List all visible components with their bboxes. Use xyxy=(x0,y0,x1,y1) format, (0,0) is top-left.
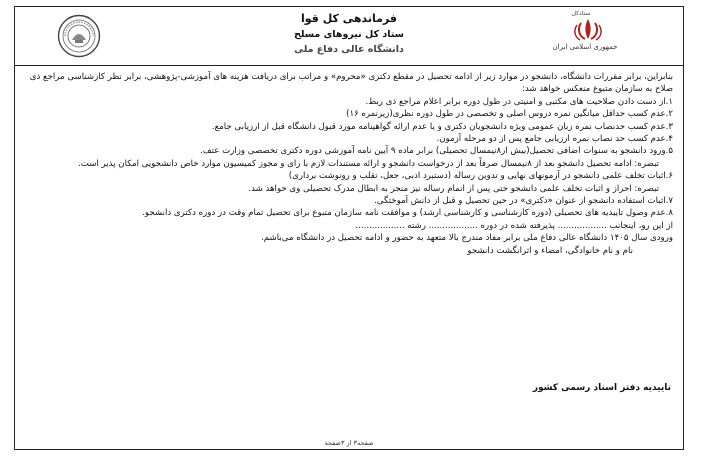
condition-item: ۵.ورود دانشجو به سنوات اضافی تحصیل(بیش از۸نیمسال تحصیلی) برابر ماده ۹ آیین نامه آموزشی دوره دکتری تخصصی وزارت عتف. xyxy=(200,146,673,157)
letterhead xyxy=(15,7,683,66)
condition-item: ۶.اثبات تخلف علمی دانشجو در آزمونهای نهایی و تدوین رساله (دستبرد ادبی، جعل، تقلب و رونوشت برداری) xyxy=(288,171,673,182)
condition-item: ۱.از دست دادن صلاحیت های مکتبی و امنیتی در طول دوره برابر اعلام مراجع ذی ربط. xyxy=(365,96,673,107)
header-subtitle: ستاد کل نیروهای مسلح xyxy=(294,29,404,40)
header-title: فرماندهی کل قوا xyxy=(301,12,397,25)
emblem-caption-top: ستادکل xyxy=(571,10,591,17)
intro-paragraph: بنابراین، برابر مقررات دانشگاه، دانشجو در موارد زیر از ادامه تحصیل در مقطع دکتری «محروم» و مراتب برای دریافت هزینه های آموزشی-پژوهشی، برابر نظر کارشناسی مراجع ذی صلاح به سازمان متبوع منعکس خواهد شد: xyxy=(29,72,673,95)
note-item: تبصره: احراز و اثبات تخلف علمی دانشجو حتی پس از اتمام رساله نیز منجر به ابطال مدرک تحصیلی وی خواهد شد. xyxy=(248,183,659,194)
condition-item: ۷.اثبات استفاده دانشجو از عنوان «دکتری» در حین تحصیل و قبل از دانش آموختگی. xyxy=(374,196,673,207)
emblem-caption: جمهوری اسلامی ایران xyxy=(552,43,618,51)
header-university: دانشگاه عالی دفاع ملی xyxy=(294,44,404,55)
notary-approval-label: تاییدیه دفتر اسناد رسمی کشور xyxy=(532,383,671,393)
condition-item: ۴.عدم کسب حد نصاب نمره ارزیابی جامع پس از دو مرحله آزمون. xyxy=(436,134,673,145)
condition-item: ۳.عدم کسب حدنصاب نمره زبان عمومی ویژه دانشجویان دکتری و یا عدم ارائه گواهینامه مورد قبول دانشگاه قبل از ارزیابی جامع. xyxy=(211,121,673,132)
signature-label: نام و نام خانوادگی، امضاء و اثرانگشت دانشجو xyxy=(467,245,633,256)
condition-item: ۲.عدم کسب حداقل میانگین نمره دروس اصلی و تخصصی در طول دوره نظری(زیرنمره ۱۶) xyxy=(346,109,673,120)
page-number: صفحه۳ از ۳صفحه xyxy=(324,439,374,447)
pledge-line: ورودی سال ۱۴۰۵ دانشگاه عالی دفاع ملی برابر مفاد مندرج بالا متعهد به حضور و ادامه تحصیل در دانشگاه می‌باشم. xyxy=(261,233,673,244)
condition-item: ۸.عدم وصول تاییدیه های تحصیلی (دوره کارشناسی و کارشناسی ارشد) و موافقت نامه سازمان متبوع برای تحصیل تمام وقت در دوره دکتری دانشجو. xyxy=(142,208,673,219)
iran-emblem-icon xyxy=(571,17,605,41)
pledge-line: از این رو، اینجانب .................. پذیرفته شده در دوره .................. رشته .................. xyxy=(355,220,673,231)
note-item: تبصره: ادامه تحصیل دانشجو بعد از ۸نیمسال صرفاً بعد از درخواست دانشجو و ارائه مستندات لازم با رای و مجوز کمیسیون موارد خاص دانشجویی امکان پذیر است. xyxy=(78,158,659,169)
document-page xyxy=(14,6,684,450)
document-body xyxy=(25,71,673,257)
